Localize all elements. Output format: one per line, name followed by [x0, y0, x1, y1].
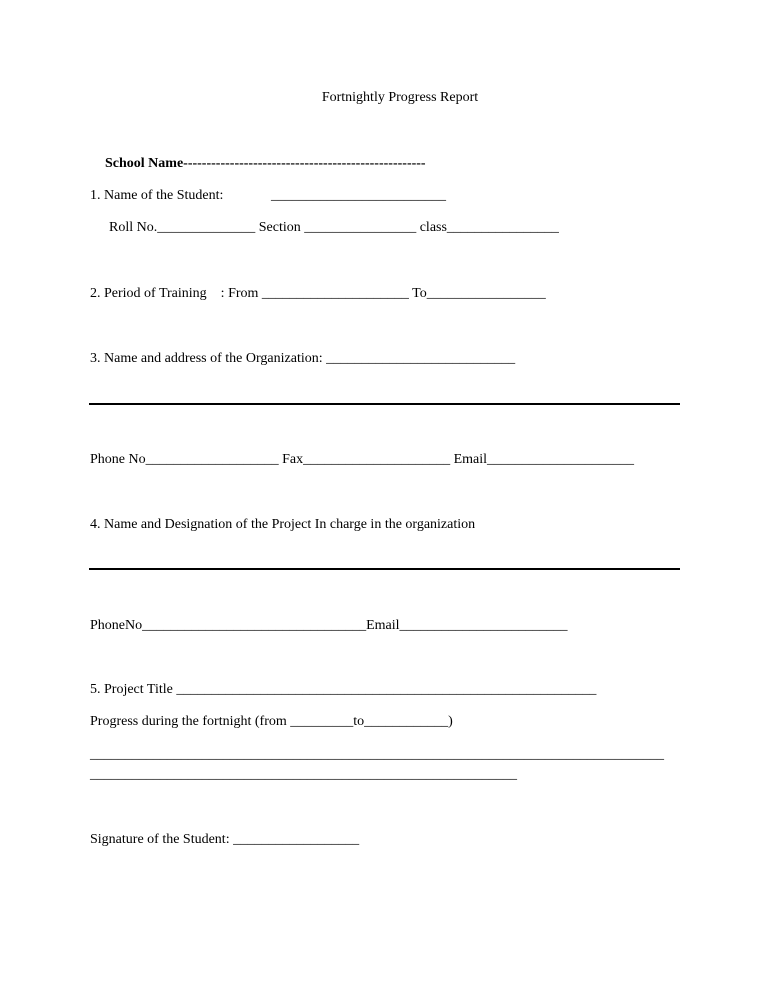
- page-title: Fortnightly Progress Report: [321, 90, 479, 105]
- organization-address-rule: [89, 403, 680, 405]
- organization-line: 3. Name and address of the Organization: ___________________________: [90, 351, 516, 366]
- student-name-label: 1. Name of the Student:: [90, 188, 224, 203]
- student-name-blank: _________________________: [271, 188, 446, 203]
- organization-contact-line: Phone No___________________ Fax_____________________ Email_____________________: [90, 452, 635, 467]
- project-incharge-line: 4. Name and Designation of the Project In charge in the organization: [90, 517, 476, 532]
- progress-blank-1: __________________________________________________________________________________: [90, 747, 664, 762]
- school-name-field: School Name----------------------------------------------------: [105, 156, 426, 171]
- student-signature-line: Signature of the Student: __________________: [90, 832, 360, 847]
- project-incharge-rule: [89, 568, 680, 570]
- progress-line: Progress during the fortnight (from _________to____________): [90, 714, 453, 729]
- training-period-line: 2. Period of Training : From _____________________ To_________________: [90, 286, 546, 301]
- progress-blank-2: _____________________________________________________________: [90, 767, 517, 782]
- roll-section-class-line: Roll No.______________ Section ________________ class________________: [109, 220, 559, 235]
- incharge-contact-line: PhoneNo________________________________Email________________________: [90, 618, 568, 633]
- project-title-line: 5. Project Title ____________________________________________________________: [90, 682, 597, 697]
